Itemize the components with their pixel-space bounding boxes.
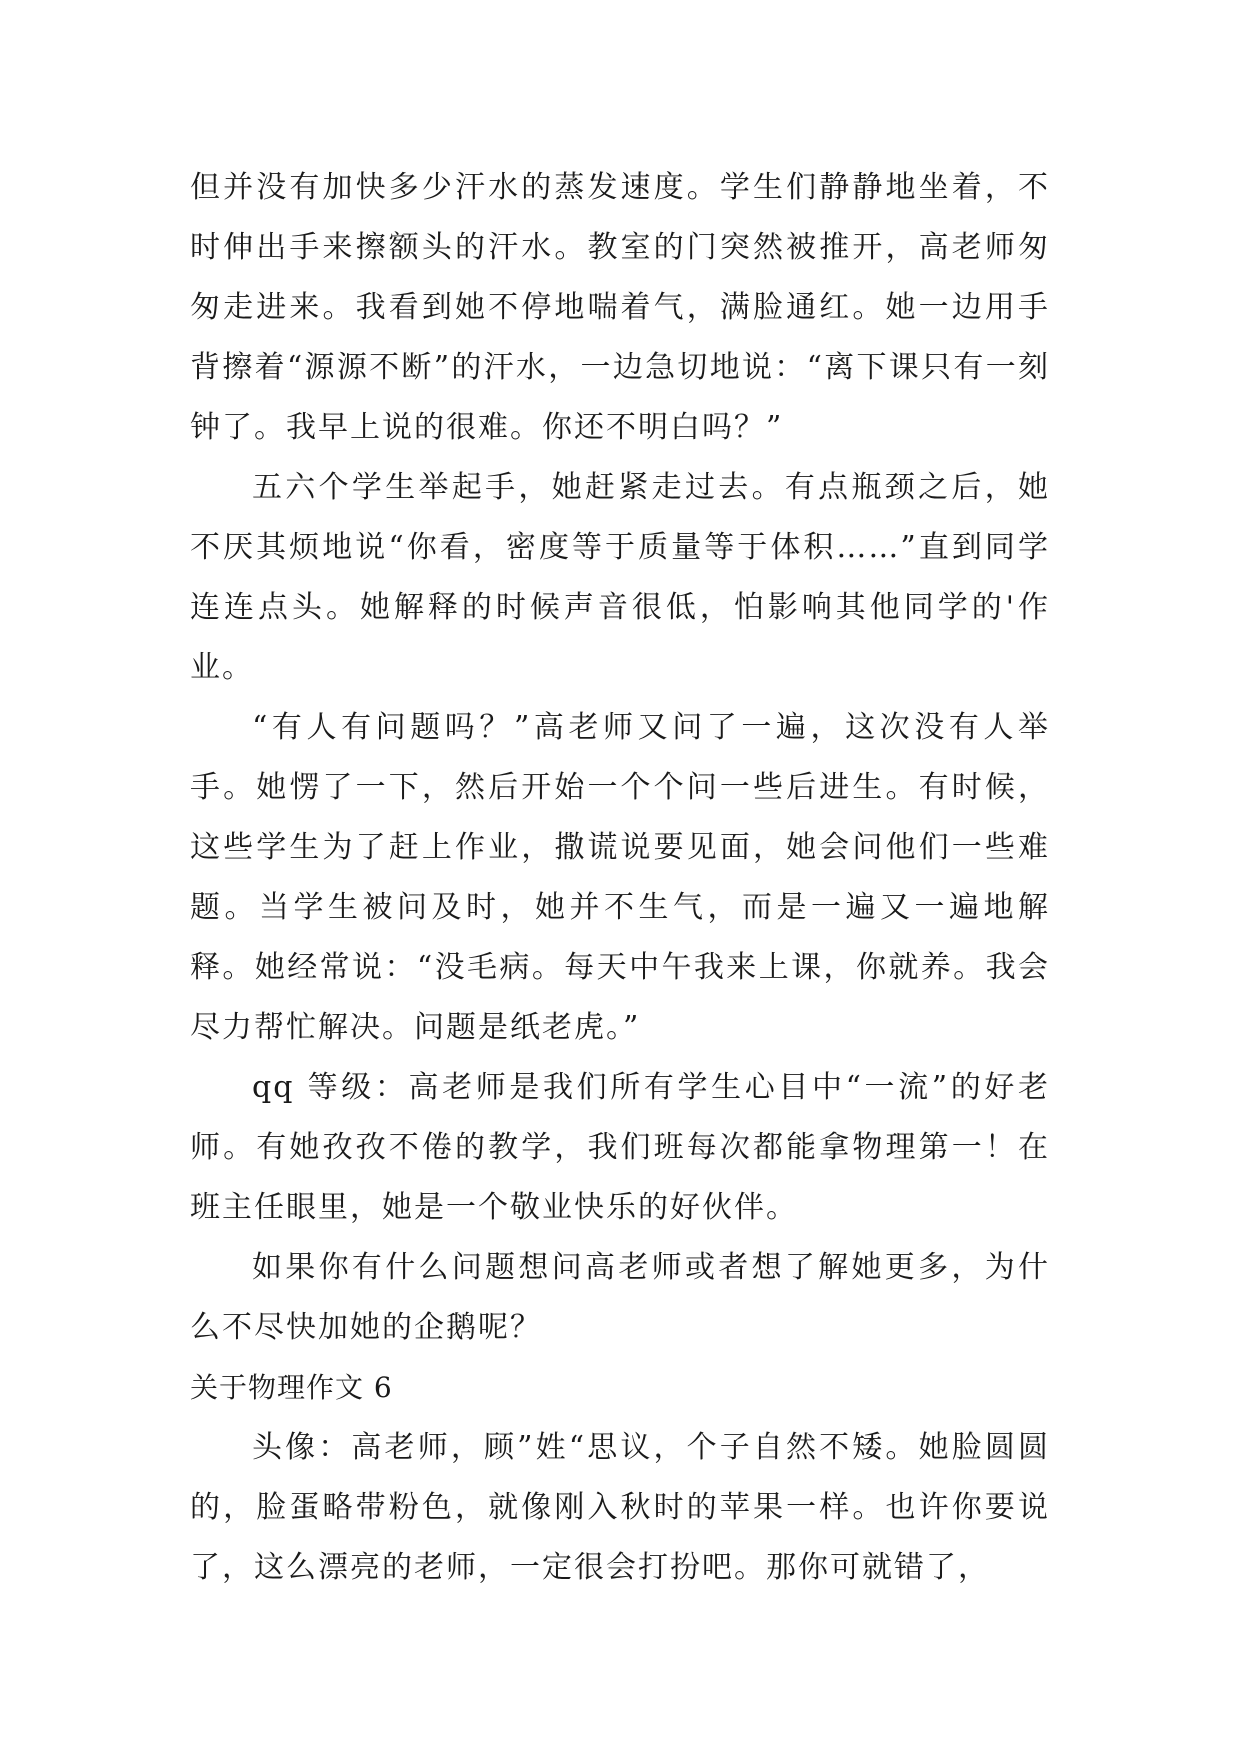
paragraph-5: 如果你有什么问题想问高老师或者想了解她更多，为什么不尽快加她的企鹅呢？ [190,1250,1050,1345]
paragraph-3: “有人有问题吗？”高老师又问了一遍，这次没有人举手。她愣了一下，然后开始一个个问一些后进生。有时候，这些学生为了赶上作业，撒谎说要见面，她会问他们一些难题。当学生被问及时，她并不生气，而是一遍又一遍地解释。她经常说：“没毛病。每天中午我来上课，你就养。我会尽力帮忙解决。问题是纸老虎。” [190,710,1050,1045]
paragraph-2: 五六个学生举起手，她赶紧走过去。有点瓶颈之后，她不厌其烦地说“你看，密度等于质量等于体积……”直到同学连连点头。她解释的时候声音很低，怕影响其他同学的'作业。 [190,470,1050,685]
section-paragraph-1: 头像：高老师，顾”姓“思议，个子自然不矮。她脸圆圆的，脸蛋略带粉色，就像刚入秋时的苹果一样。也许你要说了，这么漂亮的老师，一定很会打扮吧。那你可就错了， [190,1430,1050,1585]
section-heading: 关于物理作文 6 [190,1371,393,1404]
paragraph-4: qq 等级：高老师是我们所有学生心目中“一流”的好老师。有她孜孜不倦的教学，我们班每次都能拿物理第一！在班主任眼里，她是一个敬业快乐的好伙伴。 [190,1070,1050,1225]
document-body [190,158,1050,1598]
paragraph-1: 但并没有加快多少汗水的蒸发速度。学生们静静地坐着，不时伸出手来擦额头的汗水。教室的门突然被推开，高老师匆匆走进来。我看到她不停地喘着气，满脸通红。她一边用手背擦着“源源不断”的汗水，一边急切地说：“离下课只有一刻钟了。我早上说的很难。你还不明白吗？” [190,170,1050,445]
